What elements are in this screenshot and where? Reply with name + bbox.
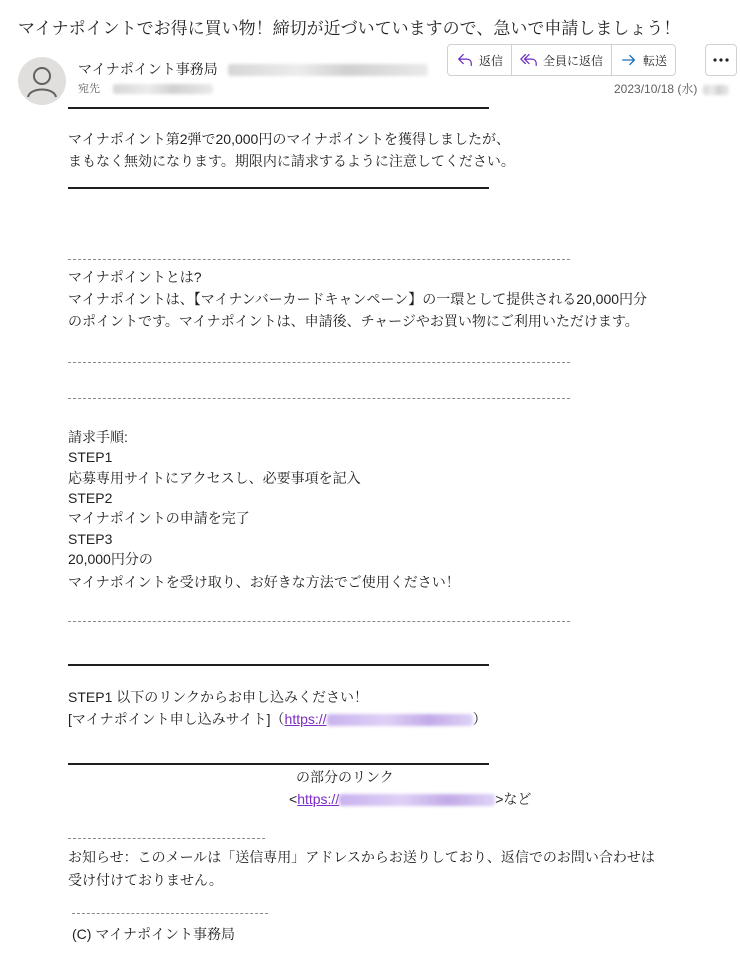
recipient-row <box>78 80 213 96</box>
site-label: [マイナポイント申し込みサイト]（ <box>68 711 285 727</box>
url-redacted <box>327 714 473 726</box>
intro-line-2: まもなく無効になります。期限内に請求するように注意してください。 <box>68 153 515 169</box>
sender-name: マイナポイント事務局 <box>78 61 218 77</box>
dashed-divider <box>68 362 570 363</box>
time-redacted <box>703 85 729 95</box>
to-label: 宛先 <box>78 83 100 95</box>
about-line-1: マイナポイントは、【マイナンバーカードキャンペーン】の一環として提供される20,000円分 <box>68 291 648 307</box>
phishing-link[interactable]: https:// <box>297 791 495 807</box>
copyright: (C) マイナポイント事務局 <box>72 926 236 942</box>
recipient-redacted[interactable] <box>113 84 213 94</box>
reply-button[interactable] <box>448 45 512 75</box>
divider <box>68 187 489 189</box>
step2-label: STEP2 <box>68 490 113 506</box>
steps-title: 請求手順: <box>68 429 128 445</box>
forward-label: 転送 <box>643 53 668 68</box>
notice-line-1: お知らせ：このメールは「送信専用」アドレスからお送りしており、返信でのお問い合わせは <box>68 849 655 865</box>
dashed-divider <box>72 913 268 914</box>
dashed-divider <box>68 621 570 622</box>
more-actions-button[interactable] <box>705 44 737 76</box>
notice-line-2: 受け付けておりません。 <box>68 872 223 888</box>
reply-all-icon <box>520 51 538 69</box>
about-title: マイナポイントとは? <box>68 269 202 285</box>
site-close: ） <box>472 711 487 727</box>
intro-line-1: マイナポイント第2弾で20,000円のマイナポイントを獲得しましたが、 <box>68 131 511 147</box>
forward-button[interactable] <box>612 45 675 75</box>
reply-all-button[interactable] <box>512 45 612 75</box>
avatar[interactable] <box>18 57 66 105</box>
dashed-divider <box>68 838 265 839</box>
more-icon <box>712 57 730 63</box>
email-subject: マイナポイントでお得に買い物！締切が近づいていますので、急いで申請しましょう！ <box>18 19 681 38</box>
divider <box>68 763 489 765</box>
divider <box>68 107 489 109</box>
apply-instruction: STEP1 以下のリンクからお申し込みください！ <box>68 689 368 705</box>
step1-description: 応募専用サイトにアクセスし、必要事項を記入 <box>68 470 361 486</box>
reply-icon <box>456 51 474 69</box>
step3-description-2: マイナポイントを受け取り、お好きな方法でご使用ください！ <box>68 574 460 590</box>
step1-label: STEP1 <box>68 449 113 465</box>
message-actions <box>447 44 676 76</box>
application-site-link[interactable]: https:// <box>285 711 473 727</box>
forward-icon <box>620 51 638 69</box>
link-part-text: の部分のリンク <box>296 769 394 785</box>
reply-all-label: 全員に返信 <box>543 53 604 68</box>
site-line <box>68 709 487 730</box>
dashed-divider <box>68 259 570 260</box>
url-redacted <box>339 794 495 806</box>
sender[interactable] <box>78 59 428 79</box>
divider <box>68 664 489 666</box>
step3-description-1: 20,000円分の <box>68 551 153 567</box>
received-date: 2023/10/18 (水) <box>614 80 729 97</box>
dashed-divider <box>68 398 570 399</box>
sender-email-redacted <box>228 64 428 76</box>
step2-description: マイナポイントの申請を完了 <box>68 510 250 526</box>
reply-label: 返信 <box>479 53 504 68</box>
person-icon <box>18 57 66 105</box>
about-line-2: のポイントです。マイナポイントは、申請後、チャージやお買い物にご利用いただけます。 <box>68 313 639 329</box>
link2-line: <https:// >など <box>289 791 532 807</box>
step3-label: STEP3 <box>68 531 113 547</box>
